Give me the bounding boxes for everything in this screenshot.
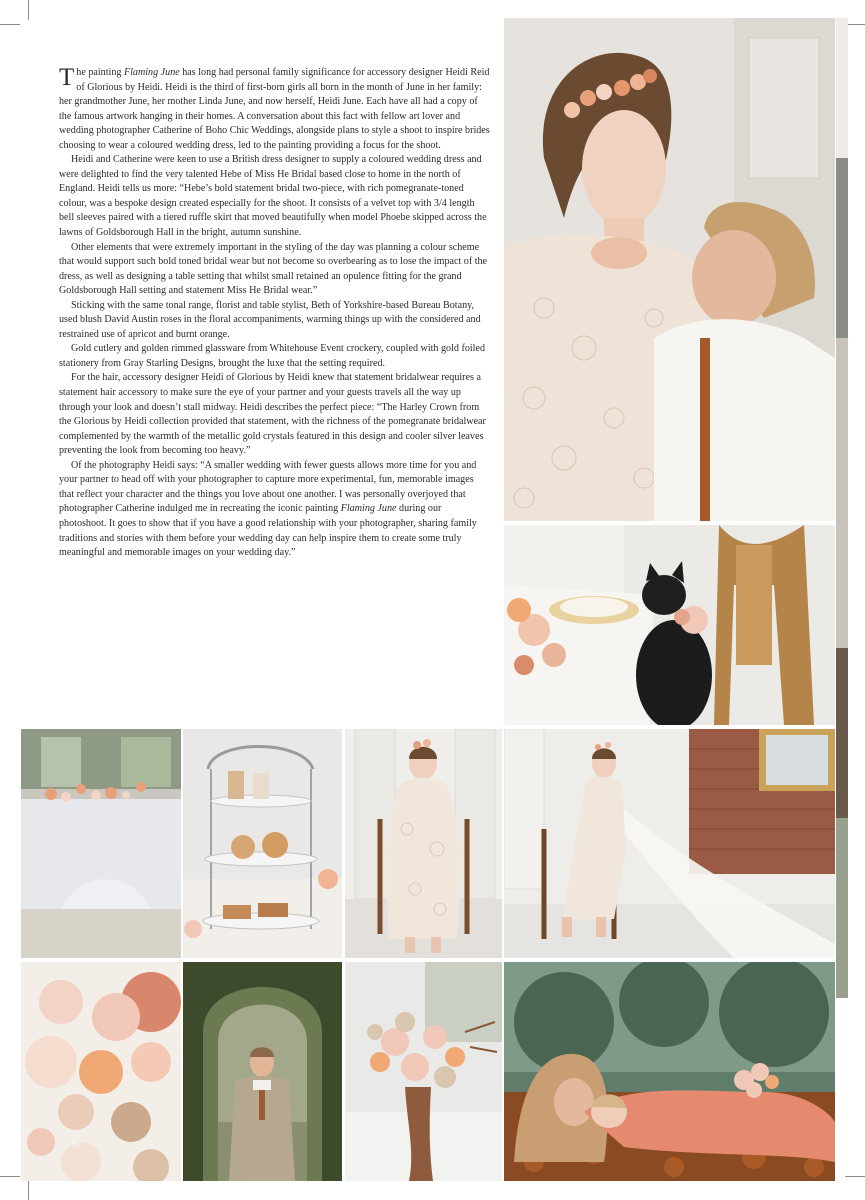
article-paragraph: Other elements that were extremely important in the styling of the day was planning a colour scheme that would support such bold toned bridal wear but not become so overbearing as to lose the impact of the dress, as well as designing a table setting that whilst small retained an opulence fitting for the grand Goldsborough Hall setting and statement Miss He Bridal wear.” [59,241,488,297]
article-paragraph [59,66,491,153]
article-paragraph [59,459,491,561]
bride-seated-veil-photo [504,729,835,958]
table-setting-photo [21,729,181,958]
painting-title: Flaming June [340,503,397,515]
article-paragraph: Sticking with the same tonal range, florist and table stylist, Beth of Yorkshire-based Bureau Botany, used blush David Austin roses in the floral accompaniments, warming things up with the considered and restrained use of apricot and burnt orange. [59,299,481,340]
groom-archway-photo [183,962,342,1181]
painting-title: Flaming June [123,67,180,78]
page-number: 16 [71,1140,79,1149]
article-paragraph: Gold cutlery and golden rimmed glassware from Whitehouse Event crockery, coupled with gold foiled stationery from Gray Starling Designs, brought the luxe that the setting required. [59,343,486,369]
black-cat-table-photo [504,525,835,725]
paragraph-text: he painting [76,67,124,78]
crop-mark [845,1176,865,1177]
paragraph-text: during our photoshoot. It goes to show that if you have a good relationship with your photographer, sharing family traditions and stories with them before your wedding day can help inspire them to create some truly meaningful and memorable images on your wedding day.” [59,503,477,559]
flowers-closeup-photo [21,962,181,1181]
crop-mark [0,24,20,25]
bouquet-photo [345,962,502,1181]
drop-cap: T [59,64,75,91]
crop-mark [28,1180,29,1200]
article-paragraph: For the hair, accessory designer Heidi of Glorious by Heidi knew that statement bridalwear requires a statement hair accessory to make sure the eye of your partner and your guests travels all the way up through your look and doesn’t stall midway. Heidi describes the perfect piece: “The Harley Crown from the Glorious by Heidi collection provided that statement, with the richness of the pomegranate bridalwear complemented by the warmth of the metallic gold crystals featured in this design and cooler silver leaves preventing the look from becoming too heavy.” [59,372,486,457]
crop-mark [845,24,865,25]
article-body [59,66,491,561]
paragraph-text: has long had personal family significance for accessory designer Heidi Reid of Glorious by Heidi. Heidi is the third of first-born girls all born in the month of June in her family: her grandmother June, her mother Linda June, and now herself, Heidi June. Each have all had a copy of the famous artwork hanging in their homes. A conversation about this fact with fellow art lover and wedding photographer Catherine of Boho Chic Weddings, alongside plans to style a shoot to inspire brides choosing to wear a coloured wedding dress, led to the painting providing a focus for the shoot. [59,67,490,151]
adjacent-page-strip [836,18,848,998]
crop-mark [28,0,29,20]
afternoon-tea-stand-photo [183,729,342,958]
paragraph-text: Of the photography Heidi says: “A smaller wedding with fewer guests allows more time for you and your partner to head off with your photographer to capture more experimental, fun, memorable images that reflect your character and the things you love about one another. I was personally overjoyed that photographer Catherine indulged me in recreating the iconic painting [59,459,477,515]
article-paragraph: Heidi and Catherine were keen to use a British dress designer to supply a coloured wedding dress and were delighted to find the very talented Hebe of Miss He Bridal based close to home in the north of England. Heidi tells us more: “Hebe’s bold statement bridal two-piece, with rich pomegranate-toned colour, was a bespoke design created especially for the shoot. It consists of a velvet top with 3/4 length bell sleeves paired with a tiered ruffle skirt that moved beautifully when model Phoebe skipped across the lawns of Goldsborough Hall in the bright, autumn sunshine. [59,154,487,239]
couple-portrait-photo [504,18,835,521]
brides-lying-leaves-photo [504,962,835,1181]
bride-seated-photo [345,729,502,958]
crop-mark [0,1176,20,1177]
